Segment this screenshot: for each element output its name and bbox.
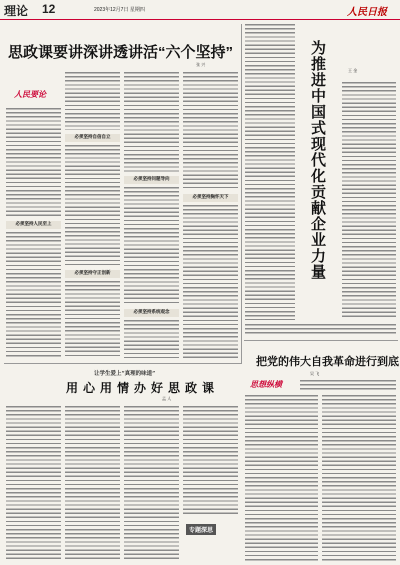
article1-text-col1b	[6, 232, 61, 358]
article2-title: 用心用情办好思政课	[66, 381, 220, 395]
section-divider	[4, 363, 241, 364]
article2-kicker: 让学生爱上“真理的味道”	[94, 371, 156, 377]
article1-text-col4b	[183, 205, 238, 358]
article1-text-col3b	[124, 187, 179, 305]
article2-text-col3	[124, 406, 179, 561]
article4-title: 把党的伟大自我革命进行到底	[256, 356, 399, 368]
article3-text-bottom	[245, 324, 396, 336]
article3-text-col2	[342, 82, 396, 320]
article2-text-col1	[6, 406, 61, 561]
article1-text-col2c	[65, 281, 120, 358]
article2-text-col2	[65, 406, 120, 561]
page-number: 12	[42, 2, 56, 16]
column-badge-sixiang-zongheng: 思想纵横	[250, 379, 282, 389]
article4-text-col2	[322, 395, 396, 561]
article1-subhead-6: 必须坚持胸怀天下	[183, 194, 238, 202]
article3-title: 为推进中国式现代化贡献企业力量	[309, 40, 327, 280]
article4-author: 吴 飞	[310, 371, 320, 376]
article1-subhead-5: 必须坚持系统观念	[124, 309, 179, 317]
article3-text-col1	[245, 24, 295, 320]
column-badge-renmin-yaolun: 人民要论	[14, 89, 46, 99]
article1-text-col3c	[124, 320, 179, 358]
issue-date: 2023年12月7日 星期四	[94, 7, 145, 13]
article1-subhead-4: 必须坚持问题导向	[124, 176, 179, 184]
article3-author: 王 金	[348, 68, 358, 73]
article1-author: 张 兴	[196, 62, 206, 67]
column-divider	[241, 24, 242, 364]
newspaper-logo: 人民日报	[347, 7, 387, 18]
article1-text-col4a	[183, 72, 238, 190]
article1-subhead-2: 必须坚持自信自立	[65, 134, 120, 142]
article1-subhead-3: 必须坚持守正创新	[65, 270, 120, 278]
section-divider	[244, 340, 398, 341]
page-header	[0, 0, 400, 20]
article2-text-col4	[183, 406, 238, 514]
article1-text-col2a	[65, 72, 120, 130]
footer-column-tag: 专题深思	[186, 524, 216, 535]
article1-text-col1a	[6, 108, 61, 218]
section-name: 理论	[4, 4, 29, 18]
article1-text-col3a	[124, 72, 179, 172]
article4-text-lead	[300, 380, 396, 390]
article2-author: 孟 人	[162, 396, 172, 401]
article1-text-col2b	[65, 145, 120, 267]
article1-title: 思政课要讲深讲透讲活“六个坚持”	[8, 44, 234, 61]
article1-subhead-1: 必须坚持人民至上	[6, 221, 61, 229]
article4-text-col1	[245, 395, 318, 561]
